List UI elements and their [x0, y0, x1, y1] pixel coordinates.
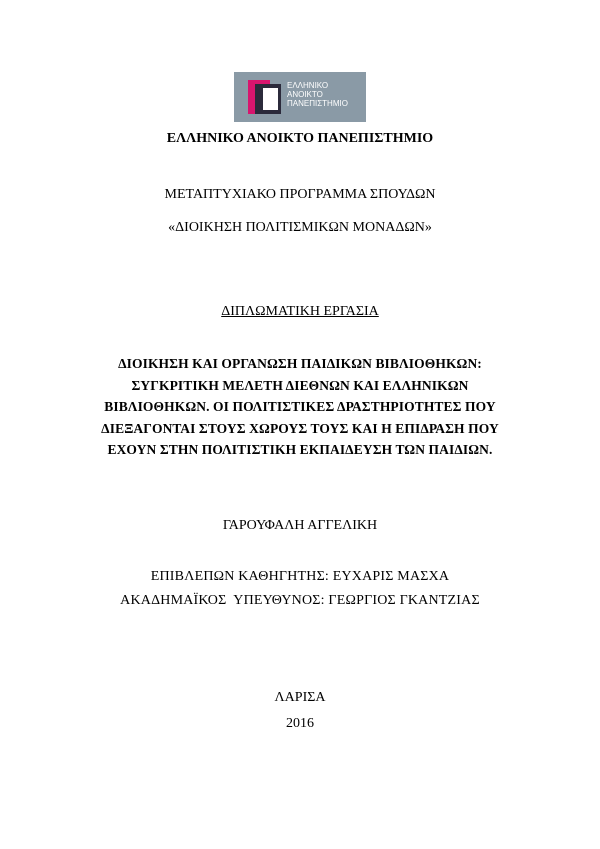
university-logo: [234, 72, 366, 122]
document-type: ΔΙΠΛΩΜΑΤΙΚΗ ΕΡΓΑΣΙΑ: [221, 304, 379, 319]
university-name: ΕΛΛΗΝΙΚΟ ΑΝΟΙΚΤΟ ΠΑΝΕΠΙΣΤΗΜΙΟ: [166, 131, 434, 146]
thesis-title-line: ΒΙΒΛΙΟΘΗΚΩΝ. ΟΙ ΠΟΛΙΤΙΣΤΙΚΕΣ ΔΡΑΣΤΗΡΙΟΤΗΤΕΣ ΠΟΥ: [104, 399, 496, 414]
city: ΛΑΡΙΣΑ: [274, 690, 326, 705]
thesis-title-line: ΕΧΟΥΝ ΣΤΗΝ ΠΟΛΙΤΙΣΤΙΚΗ ΕΚΠΑΙΔΕΥΣΗ ΤΩΝ ΠΑΙΔΙΩΝ.: [107, 442, 493, 457]
logo-text-line: ΠΑΝΕΠΙΣΤΗΜΙΟ: [287, 99, 348, 108]
academic-responsible: ΑΚΑΔΗΜΑΪΚΟΣ ΥΠΕΥΘΥΝΟΣ: ΓΕΩΡΓΙΟΣ ΓΚΑΝΤΖΙΑΣ: [120, 593, 480, 608]
logo-text: [287, 81, 348, 108]
logo-text-line: ΑΝΟΙΚΤΟ: [287, 90, 323, 99]
thesis-title: [95, 353, 505, 461]
open-book-logo-icon: [246, 78, 284, 116]
thesis-title-line: ΔΙΕΞΑΓΟΝΤΑΙ ΣΤΟΥΣ ΧΩΡΟΥΣ ΤΟΥΣ ΚΑΙ Η ΕΠΙΔΡΑΣΗ ΠΟΥ: [101, 420, 499, 436]
logo-text-line: ΕΛΛΗΝΙΚΟ: [287, 81, 329, 90]
thesis-title-line: ΔΙΟΙΚΗΣΗ ΚΑΙ ΟΡΓΑΝΩΣΗ ΠΑΙΔΙΚΩΝ ΒΙΒΛΙΟΘΗΚΩΝ:: [118, 356, 482, 371]
thesis-title-line: ΣΥΓΚΡΙΤΙΚΗ ΜΕΛΕΤΗ ΔΙΕΘΝΩΝ ΚΑΙ ΕΛΛΗΝΙΚΩΝ: [131, 377, 469, 393]
year: 2016: [286, 716, 314, 731]
program-label: ΜΕΤΑΠΤΥΧΙΑΚΟ ΠΡΟΓΡΑΜΜΑ ΣΠΟΥΔΩΝ: [164, 187, 436, 202]
author-name: ΓΑΡΟΥΦΑΛΗ ΑΓΓΕΛΙΚΗ: [222, 518, 378, 533]
program-name: «ΔΙΟΙΚΗΣΗ ΠΟΛΙΤΙΣΜΙΚΩΝ ΜΟΝΑΔΩΝ»: [168, 220, 432, 235]
supervisor: ΕΠΙΒΛΕΠΩΝ ΚΑΘΗΓΗΤΗΣ: ΕΥΧΑΡΙΣ ΜΑΣΧΑ: [150, 569, 450, 584]
